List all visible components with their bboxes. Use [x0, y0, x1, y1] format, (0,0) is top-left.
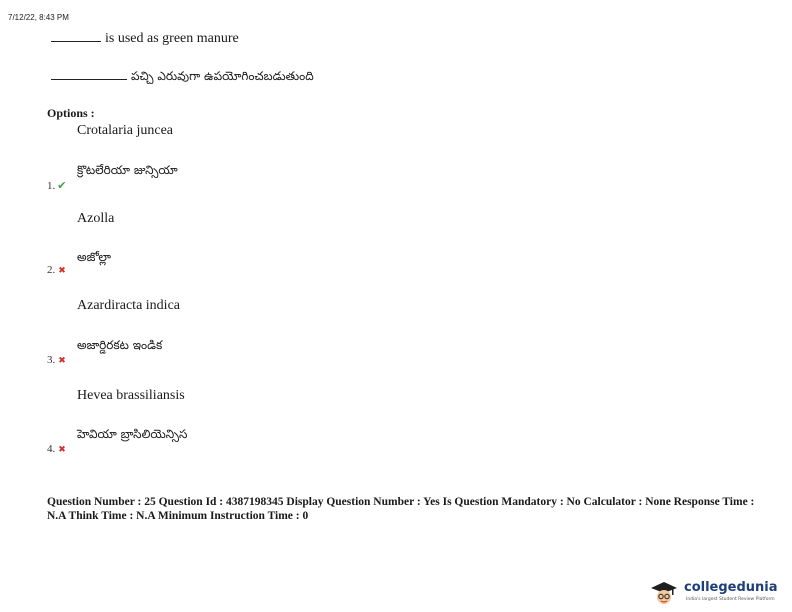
graduate-mascot-icon: [650, 580, 678, 606]
cross-icon: ✖: [58, 356, 66, 366]
option-number-label: 2.: [47, 264, 56, 276]
question-english-label: is used as green manure: [105, 31, 239, 46]
option-2-english: Azolla: [77, 211, 115, 226]
question-telugu-label: పచ్చి ఎరువుగా ఉపయోగించబడుతుంది: [131, 69, 314, 83]
option-3-telugu: అజార్డిరకట ఇండిక: [77, 338, 163, 352]
answer-blank: [51, 69, 127, 80]
option-1-telugu: క్రొటలేరియా జున్సియా: [77, 163, 178, 177]
option-2-telugu: అజోల్లా: [77, 250, 111, 264]
option-number-label: 3.: [47, 354, 56, 366]
option-1-english: Crotalaria juncea: [77, 123, 174, 138]
option-3-english: Azardiracta indica: [77, 298, 180, 313]
option-4-english: Hevea brassiliansis: [77, 388, 185, 403]
option-2-number: [47, 264, 66, 276]
option-number-label: 1.: [47, 180, 56, 192]
option-number-label: 4.: [47, 443, 56, 455]
option-1-number: [47, 179, 66, 192]
logo-tagline: India's largest Student Review Platform: [686, 597, 775, 602]
question-text-english: [51, 31, 239, 47]
option-3-number: [47, 354, 66, 366]
option-4-telugu: హెవియా బ్రాసిలియెన్సిస: [77, 427, 188, 441]
options-heading: Options :: [47, 106, 95, 120]
logo-wordmark: collegedunia: [684, 580, 778, 595]
answer-blank: [51, 31, 101, 42]
cross-icon: ✖: [58, 266, 66, 276]
option-4-number: [47, 443, 66, 455]
question-metadata: Question Number : 25 Question Id : 4387198345 Display Question Number : Yes Is Question Mandatory : No Calculator : None Response Time : N.A Think Time : N.A Minimum Instruction Time : 0: [47, 496, 755, 522]
checkmark-icon: ✔: [57, 179, 67, 192]
question-text-telugu: [51, 69, 314, 86]
print-timestamp: 7/12/22, 8:43 PM: [8, 13, 69, 22]
collegedunia-logo: [650, 578, 790, 608]
cross-icon: ✖: [58, 445, 66, 455]
